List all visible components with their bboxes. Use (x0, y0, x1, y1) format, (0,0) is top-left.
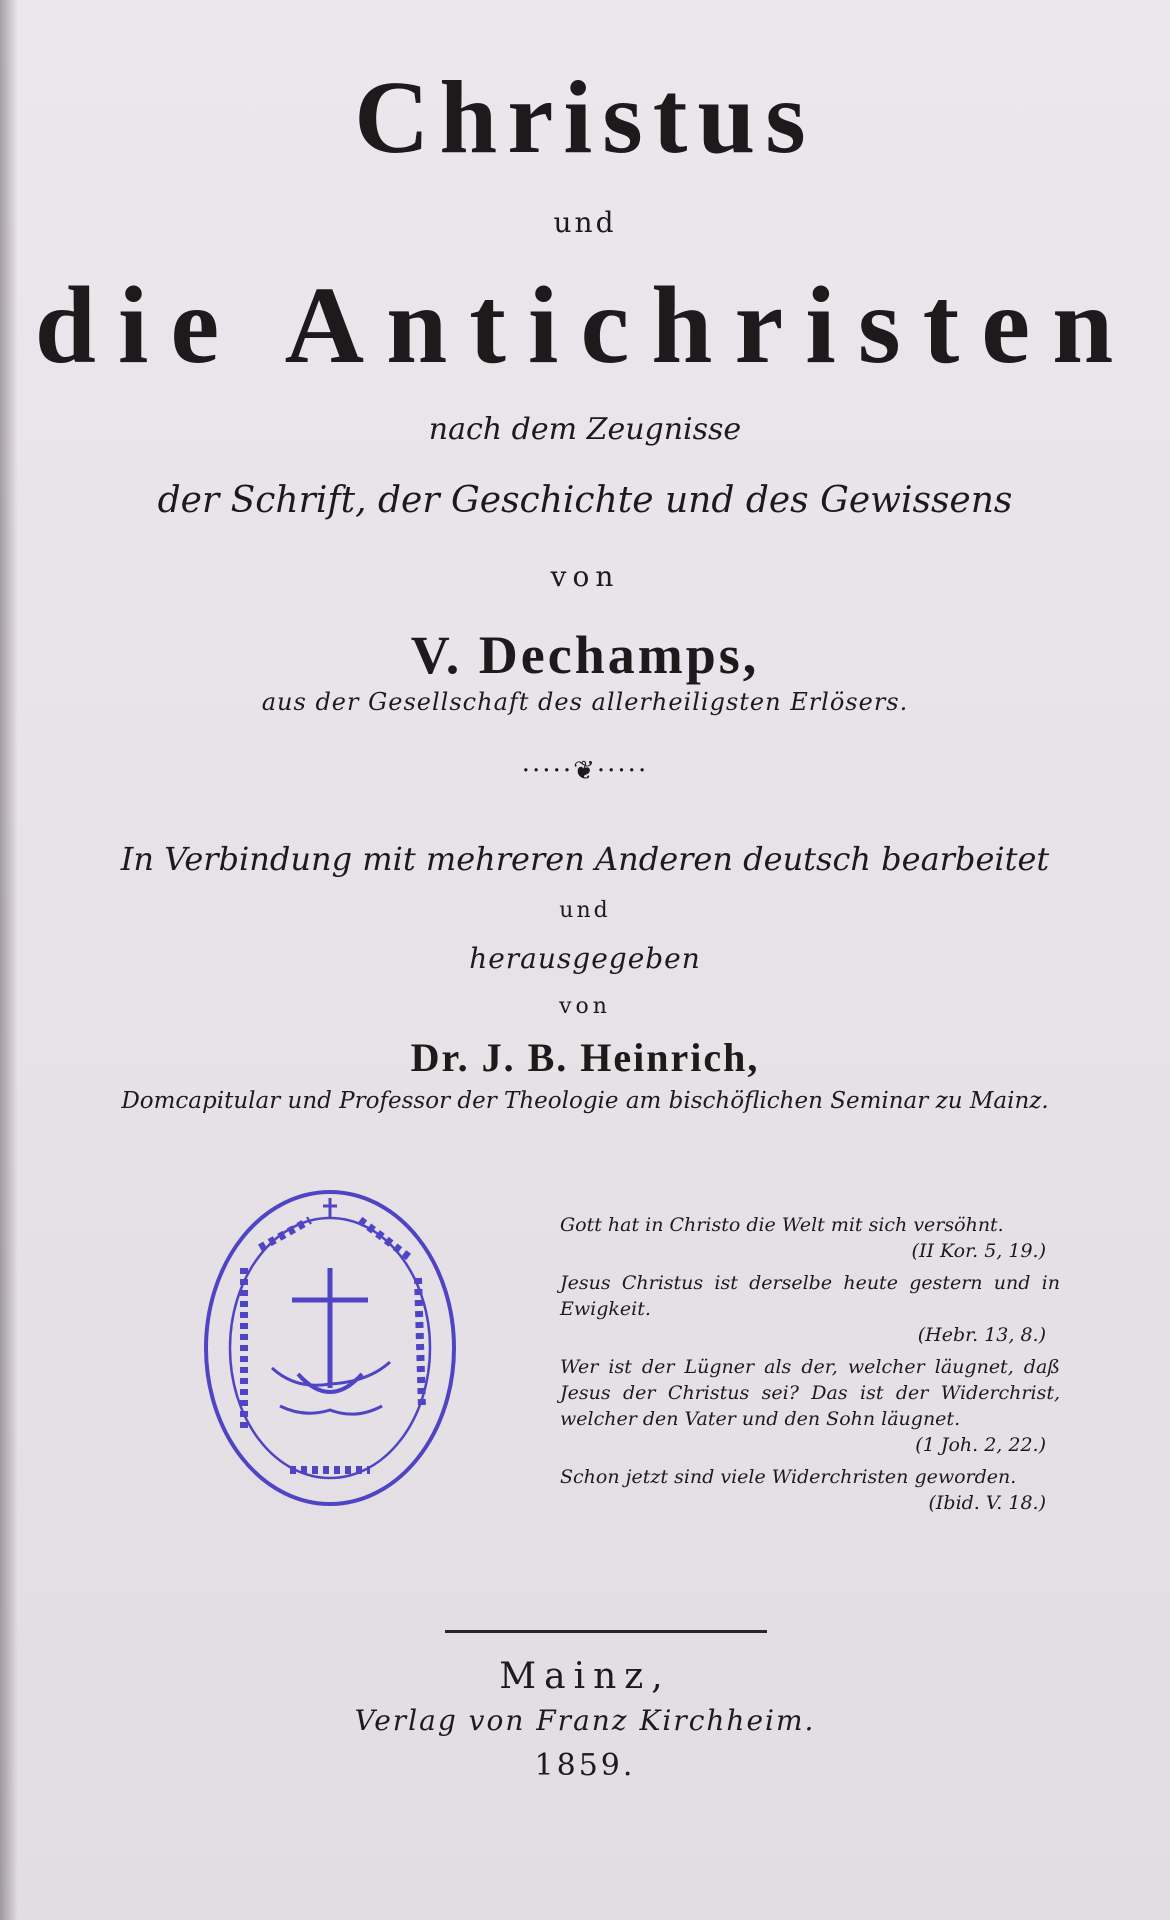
imprint-year: 1859. (534, 1748, 636, 1783)
quote-text: Wer ist der Lügner als der, welcher läugnet, daß Jesus der Christus sei? Das ist der Widerchrist, welcher den Vater und den Sohn läugnet. (560, 1356, 1060, 1430)
subtitle-line-2: der Schrift, der Geschichte und des Gewissens (157, 480, 1013, 521)
author-affiliation: aus der Gesellschaft des allerheiligsten Erlösers. (261, 688, 909, 716)
quote-reference: (Ibid. V. 18.) (928, 1492, 1046, 1514)
editor-name: Dr. J. B. Heinrich, (410, 1035, 760, 1080)
quote-reference: (1 Joh. 2, 22.) (915, 1434, 1046, 1456)
imprint-rule (445, 1630, 767, 1633)
editor-von: von (559, 994, 611, 1019)
subtitle-line-1: nach dem Zeugnisse (428, 412, 742, 447)
ornament-divider: ·····❦····· (521, 756, 649, 786)
quote-reference: (II Kor. 5, 19.) (911, 1240, 1046, 1262)
stamp-seal-icon (200, 1178, 480, 1518)
author-von: von (550, 560, 620, 593)
quote-item (560, 1354, 1060, 1458)
imprint-city: Mainz, (499, 1656, 671, 1697)
editor-statement: In Verbindung mit mehreren Anderen deutsch bearbeitet (120, 840, 1050, 878)
editor-affiliation: Domcapitular und Professor der Theologie am bischöflichen Seminar zu Mainz. (121, 1088, 1049, 1114)
editor-herausgegeben: herausgegeben (469, 942, 701, 975)
editor-und: und (559, 898, 611, 923)
quote-item (560, 1212, 1060, 1264)
library-stamp (200, 1178, 480, 1518)
quote-text: Gott hat in Christo die Welt mit sich versöhnt. (560, 1214, 1004, 1236)
second-title: die Antichristen (34, 264, 1136, 386)
quote-text: Jesus Christus ist derselbe heute gestern und in Ewigkeit. (560, 1272, 1060, 1320)
epigraph-quotes (560, 1212, 1060, 1522)
quote-item (560, 1464, 1060, 1516)
title-connector: und (553, 206, 617, 239)
quote-reference: (Hebr. 13, 8.) (917, 1324, 1046, 1346)
quote-text: Schon jetzt sind viele Widerchristen geworden. (560, 1466, 1017, 1488)
imprint-publisher: Verlag von Franz Kirchheim. (354, 1704, 816, 1737)
quote-item (560, 1270, 1060, 1348)
author-name: V. Dechamps, (410, 625, 760, 685)
main-title: Christus (354, 60, 816, 175)
